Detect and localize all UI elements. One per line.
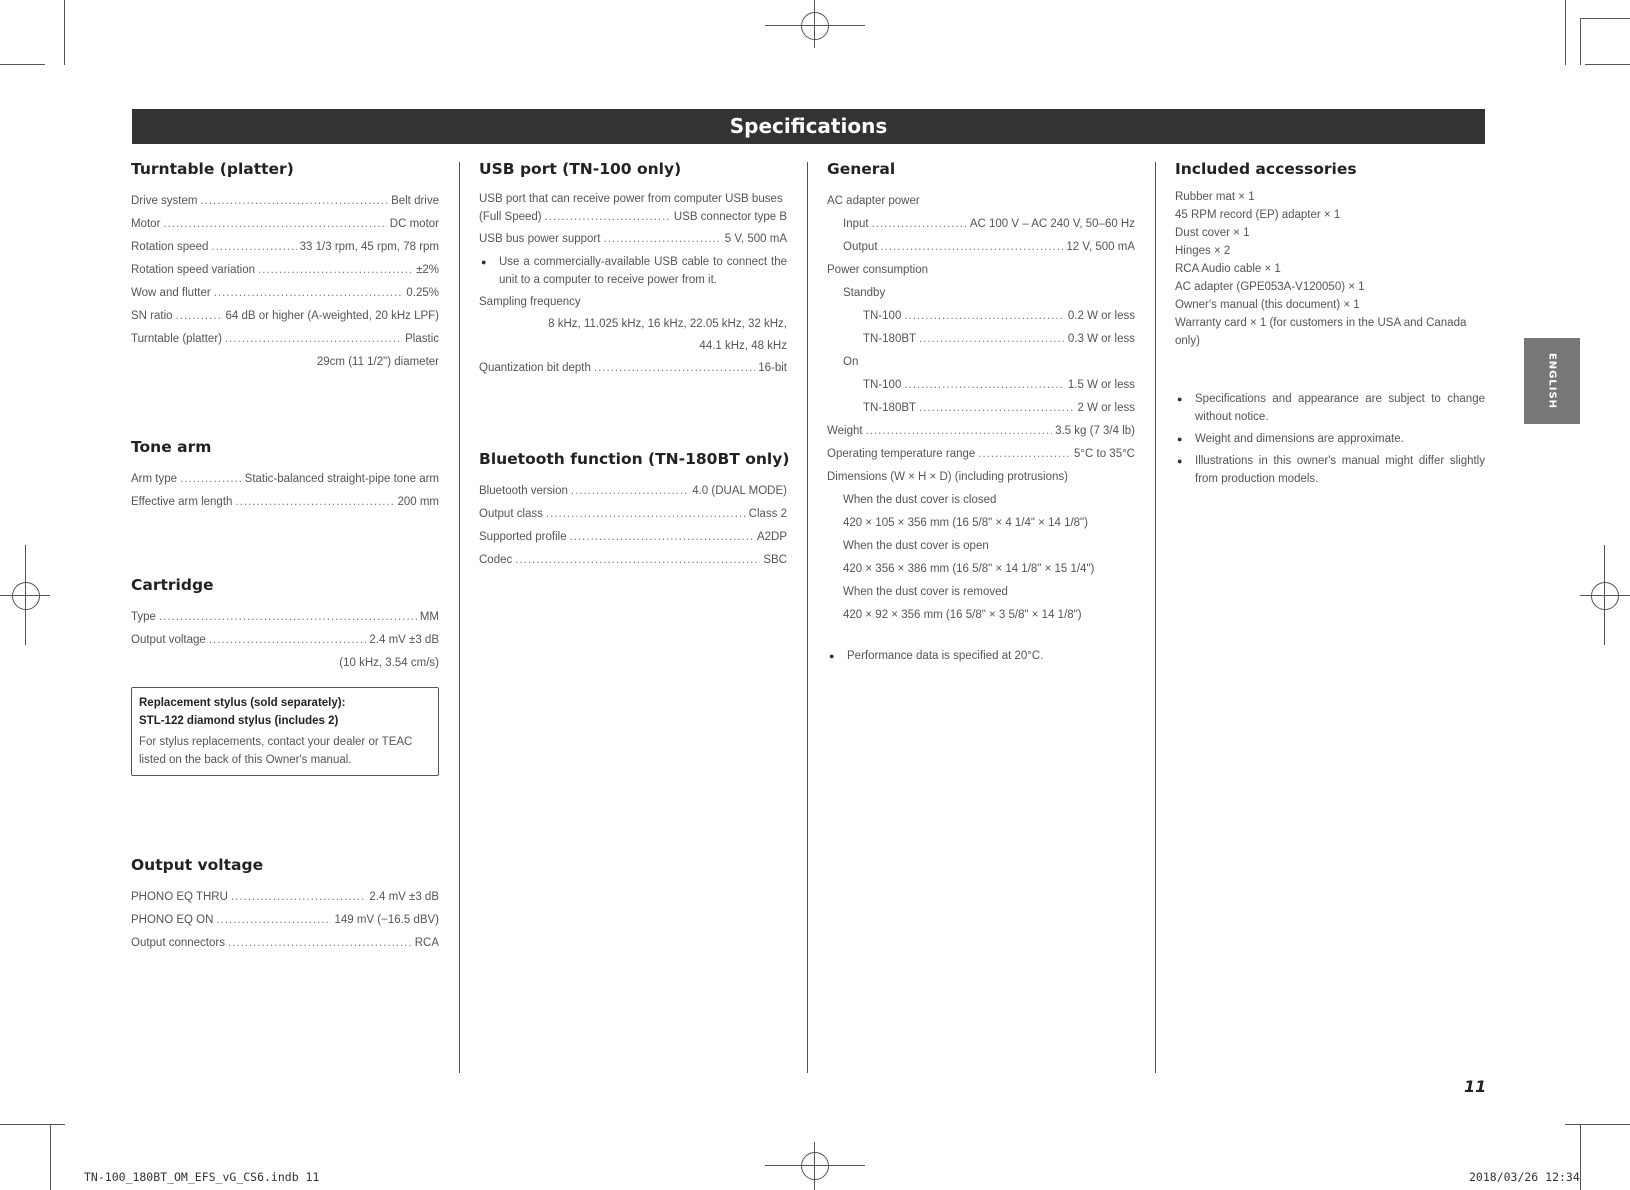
spec-row: (Full Speed) ..... USB connector type B: [479, 208, 787, 226]
section-heading: USB port (TN-100 only): [479, 160, 682, 178]
column-1: [131, 160, 439, 949]
accessory-item: AC adapter (GPE053A-V120050) × 1: [1175, 281, 1365, 293]
spec-row: SN ratio ..... 64 dB or higher (A-weighted, 20 kHz LPF): [131, 305, 439, 328]
page-title: Specifications: [132, 109, 1485, 144]
general-note: ● Performance data is specified at 20°C.: [827, 647, 1135, 665]
spec-row: Motor ..... DC motor: [131, 213, 439, 236]
spec-row: PHONO EQ THRU ..... 2.4 mV ±3 dB: [131, 886, 439, 909]
dimension-line: When the dust cover is closed: [843, 494, 997, 506]
spec-row: Operating temperature range ..... 5°C to 35°C: [827, 443, 1135, 466]
tonearm-section: [131, 438, 439, 514]
accessory-item: 45 RPM record (EP) adapter × 1: [1175, 209, 1341, 221]
section-heading: Output voltage: [131, 856, 264, 874]
spec-label: On: [843, 356, 859, 368]
spec-row: TN-100 ..... 1.5 W or less: [827, 374, 1135, 397]
replacement-stylus-box: [131, 687, 439, 776]
spec-row-continued: 29cm (11 1/2") diameter: [316, 356, 439, 368]
section-heading: Turntable (platter): [131, 160, 294, 178]
note-item: ● Specifications and appearance are subject to change without notice.: [1175, 390, 1485, 426]
language-tab: [1524, 338, 1580, 424]
spec-row: Drive system ..... Belt drive: [131, 190, 439, 213]
column-divider: [1155, 162, 1156, 1073]
column-divider: [459, 162, 460, 1073]
dimension-line: When the dust cover is removed: [843, 586, 1008, 598]
sampling-value: 44.1 kHz, 48 kHz: [699, 340, 787, 352]
spec-row: PHONO EQ ON ..... 149 mV (−16.5 dBV): [131, 909, 439, 932]
language-tab-label: ENGLISH: [1546, 352, 1558, 410]
usb-section: [479, 160, 787, 380]
spec-row: Type ..... MM: [131, 606, 439, 629]
notes-list: [1175, 390, 1485, 488]
spec-row: Quantization bit depth ..... 16-bit: [479, 357, 787, 380]
spec-row: Rotation speed ..... 33 1/3 rpm, 45 rpm, 78 rpm: [131, 236, 439, 259]
note-item: ● Illustrations in this owner's manual might differ slightly from production models.: [1175, 452, 1485, 488]
spec-row: Arm type ..... Static-balanced straight-pipe tone arm: [131, 468, 439, 491]
column-4: [1175, 160, 1485, 488]
spec-label: AC adapter power: [827, 195, 920, 207]
section-heading: Tone arm: [131, 438, 212, 456]
spec-row: Bluetooth version ..... 4.0 (DUAL MODE): [479, 480, 787, 503]
section-heading: Bluetooth function (TN-180BT only): [479, 450, 790, 468]
cartridge-section: [131, 576, 439, 776]
section-heading: Included accessories: [1175, 160, 1357, 178]
accessory-item: Warranty card × 1 (for customers in the USA and Canada only): [1175, 317, 1467, 347]
spec-row: Codec ..... SBC: [479, 549, 787, 572]
footer-timestamp: 2018/03/26 12:34: [1469, 1170, 1580, 1184]
turntable-section: [131, 160, 439, 374]
dimension-line: When the dust cover is open: [843, 540, 989, 552]
column-3: [827, 160, 1135, 665]
box-title: STL-122 diamond stylus (includes 2): [139, 715, 339, 727]
dimension-line: 420 × 92 × 356 mm (16 5/8" × 3 5/8" × 14 1/8"): [843, 609, 1082, 621]
box-text: For stylus replacements, contact your dealer or TEAC listed on the back of this Owner's manual.: [139, 736, 413, 766]
spec-row: Turntable (platter) ..... Plastic: [131, 328, 439, 351]
section-heading: General: [827, 160, 896, 178]
spec-row: TN-100 ..... 0.2 W or less: [827, 305, 1135, 328]
spec-row: Input ..... AC 100 V – AC 240 V, 50–60 Hz: [827, 213, 1135, 236]
spec-row: Weight ..... 3.5 kg (7 3/4 lb): [827, 420, 1135, 443]
spec-row: Output ..... 12 V, 500 mA: [827, 236, 1135, 259]
spec-row: Rotation speed variation ..... ±2%: [131, 259, 439, 282]
spec-row: Output voltage ..... 2.4 mV ±3 dB: [131, 629, 439, 652]
spec-row: USB bus power support ..... 5 V, 500 mA: [479, 228, 787, 251]
usb-note: ● Use a commercially-available USB cable to connect the unit to a computer to receive power from it.: [479, 253, 787, 289]
spec-row: Output connectors ..... RCA: [131, 932, 439, 955]
accessory-item: Owner's manual (this document) × 1: [1175, 299, 1360, 311]
column-divider: [807, 162, 808, 1073]
footer-filename: TN-100_180BT_OM_EFS_vG_CS6.indb 11: [84, 1170, 320, 1184]
usb-port-text: USB port that can receive power from computer USB buses: [479, 193, 783, 205]
accessory-item: Rubber mat × 1: [1175, 191, 1255, 203]
box-title: Replacement stylus (sold separately):: [139, 697, 346, 709]
column-2: [479, 160, 790, 566]
bluetooth-section: [479, 450, 790, 572]
spec-label: Power consumption: [827, 264, 928, 276]
dimension-line: 420 × 105 × 356 mm (16 5/8" × 4 1/4" × 14 1/8"): [843, 517, 1088, 529]
spec-label: Dimensions (W × H × D) (including protrusions): [827, 471, 1068, 483]
page-number: 11: [1464, 1077, 1487, 1096]
accessory-item: RCA Audio cable × 1: [1175, 263, 1281, 275]
section-heading: Cartridge: [131, 576, 214, 594]
spec-row: Effective arm length ..... 200 mm: [131, 491, 439, 514]
spec-label: Standby: [843, 287, 886, 299]
spec-row-continued: (10 kHz, 3.54 cm/s): [339, 657, 439, 669]
output-voltage-section: [131, 856, 439, 955]
accessory-item: Dust cover × 1: [1175, 227, 1250, 239]
note-item: ● Weight and dimensions are approximate.: [1175, 430, 1485, 448]
spec-row: Output class ..... Class 2: [479, 503, 787, 526]
spec-row: TN-180BT ..... 0.3 W or less: [827, 328, 1135, 351]
sampling-value: 8 kHz, 11.025 kHz, 16 kHz, 22.05 kHz, 32 kHz,: [548, 318, 787, 330]
dimension-line: 420 × 356 × 386 mm (16 5/8" × 14 1/8" × 15 1/4"): [843, 563, 1095, 575]
spec-row: TN-180BT ..... 2 W or less: [827, 397, 1135, 420]
sampling-label: Sampling frequency: [479, 296, 581, 308]
spec-row: Wow and flutter ..... 0.25%: [131, 282, 439, 305]
spec-row: Supported profile ..... A2DP: [479, 526, 787, 549]
accessory-item: Hinges × 2: [1175, 245, 1231, 257]
